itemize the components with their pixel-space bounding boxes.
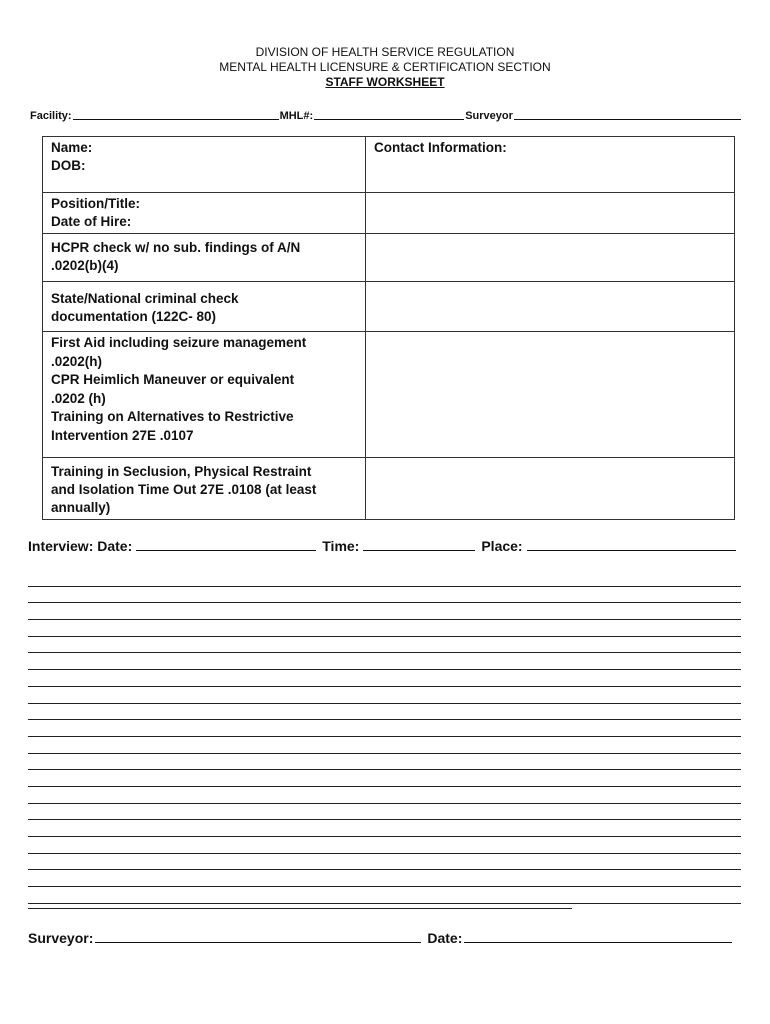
interview-row — [28, 536, 742, 554]
row-label-cell — [43, 332, 366, 458]
interview-time-field[interactable] — [363, 536, 475, 551]
note-line[interactable] — [28, 720, 741, 737]
date-of-hire-label: Date of Hire: — [51, 214, 132, 229]
header-division: DIVISION OF HEALTH SERVICE REGULATION — [255, 45, 515, 59]
row-label-cell — [43, 234, 366, 282]
note-line[interactable] — [28, 854, 741, 871]
table-row — [43, 137, 735, 193]
surveyor-label-bottom: Surveyor: — [28, 930, 94, 946]
notes-area[interactable] — [28, 570, 741, 904]
table-row — [43, 332, 735, 458]
seclusion-value-cell[interactable] — [366, 458, 735, 520]
facility-field[interactable] — [73, 108, 279, 120]
hcpr-check-label: HCPR check w/ no sub. findings of A/N — [51, 240, 301, 255]
note-line[interactable] — [28, 653, 741, 670]
row-label-cell — [43, 137, 366, 193]
mhl-field[interactable] — [314, 108, 464, 120]
form-header — [0, 45, 770, 90]
note-line[interactable] — [28, 887, 741, 904]
table-row — [43, 193, 735, 234]
table-row — [43, 282, 735, 332]
note-line[interactable] — [28, 754, 741, 771]
note-line[interactable] — [28, 603, 741, 620]
alternatives-training-rule: Intervention 27E .0107 — [51, 427, 194, 443]
first-aid-label: First Aid including seizure management — [51, 335, 307, 350]
interview-place-label: Place: — [481, 538, 523, 554]
name-label: Name: — [51, 140, 93, 155]
cpr-label: CPR Heimlich Maneuver or equivalent — [51, 372, 295, 387]
training-value-cell[interactable] — [366, 332, 735, 458]
dob-label: DOB: — [51, 158, 86, 173]
seclusion-training-label: Training in Seclusion, Physical Restraint — [51, 464, 312, 479]
seclusion-training-frequency: annually) — [51, 500, 111, 515]
cpr-rule: .0202 (h) — [51, 390, 106, 406]
note-line[interactable] — [28, 737, 741, 754]
row-label-cell — [43, 193, 366, 234]
note-line[interactable] — [28, 620, 741, 637]
first-aid-rule: .0202(h) — [51, 353, 103, 369]
row-label-cell — [43, 458, 366, 520]
facility-label: Facility: — [30, 110, 72, 122]
criminal-check-rule: documentation (122C- 80) — [51, 309, 217, 324]
staff-info-table — [42, 136, 735, 520]
note-line[interactable] — [28, 804, 741, 821]
signoff-date-label: Date: — [427, 930, 463, 946]
note-line[interactable] — [28, 687, 741, 704]
surveyor-label-top: Surveyor — [465, 110, 513, 122]
mhl-label: MHL#: — [279, 110, 314, 122]
note-line-last[interactable] — [28, 908, 572, 909]
table-row — [43, 234, 735, 282]
contact-info-label: Contact Information: — [374, 140, 507, 155]
contact-info-cell[interactable] — [366, 137, 735, 193]
interview-time-label: Time: — [322, 538, 360, 554]
note-line[interactable] — [28, 787, 741, 804]
position-value-cell[interactable] — [366, 193, 735, 234]
note-line[interactable] — [28, 870, 741, 887]
note-line[interactable] — [28, 837, 741, 854]
note-line[interactable] — [28, 670, 741, 687]
surveyor-field-top[interactable] — [514, 108, 741, 120]
note-line[interactable] — [28, 820, 741, 837]
position-title-label: Position/Title: — [51, 196, 141, 211]
interview-place-field[interactable] — [527, 536, 736, 551]
note-line[interactable] — [28, 587, 741, 604]
table-row — [43, 458, 735, 520]
page-title: STAFF WORKSHEET — [325, 75, 445, 89]
row-label-cell — [43, 282, 366, 332]
note-line[interactable] — [28, 770, 741, 787]
criminal-check-label: State/National criminal check — [51, 291, 239, 306]
seclusion-training-rule: and Isolation Time Out 27E .0108 (at least — [51, 482, 317, 497]
header-section: MENTAL HEALTH LICENSURE & CERTIFICATION SECTION — [219, 60, 551, 74]
note-line[interactable] — [28, 704, 741, 721]
note-line[interactable] — [28, 570, 741, 587]
alternatives-training-label: Training on Alternatives to Restrictive — [51, 409, 294, 424]
signoff-row — [28, 928, 742, 946]
hcpr-check-rule: .0202(b)(4) — [51, 258, 119, 273]
hcpr-value-cell[interactable] — [366, 234, 735, 282]
interview-date-label: Interview: Date: — [28, 538, 133, 554]
interview-date-field[interactable] — [136, 536, 316, 551]
note-line[interactable] — [28, 637, 741, 654]
signoff-date-field[interactable] — [464, 928, 732, 943]
meta-row — [30, 108, 742, 122]
surveyor-signature-field[interactable] — [95, 928, 421, 943]
criminal-check-value-cell[interactable] — [366, 282, 735, 332]
